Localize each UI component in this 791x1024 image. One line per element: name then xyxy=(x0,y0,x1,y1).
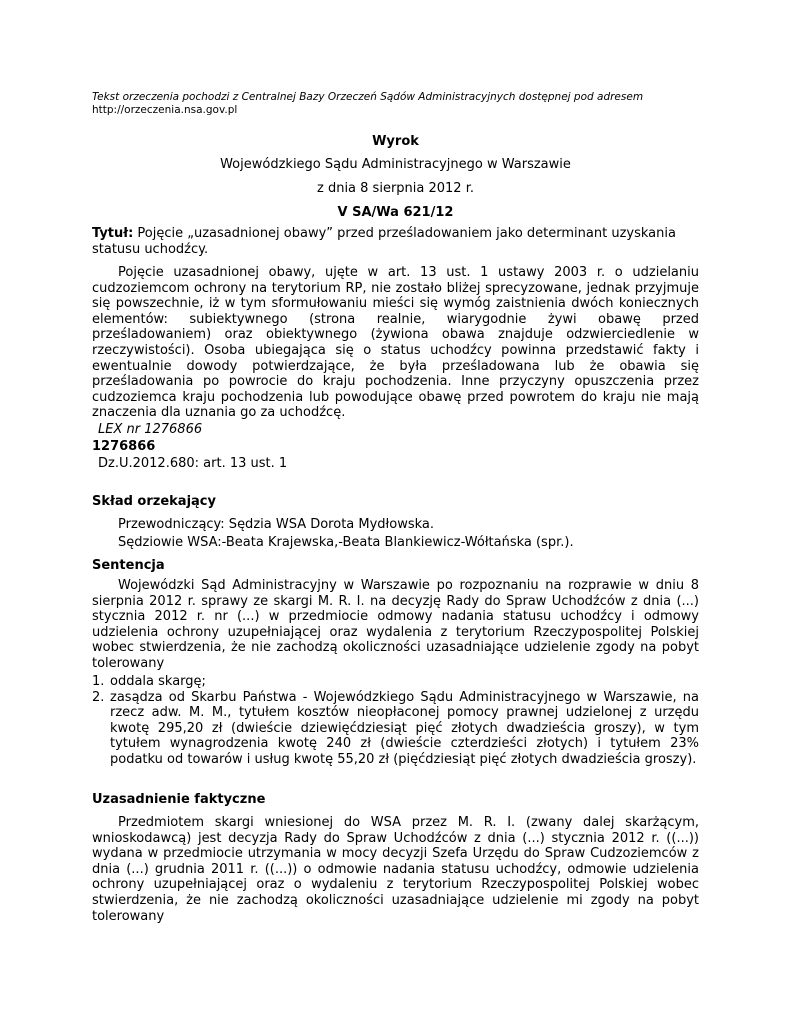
list-item xyxy=(92,674,699,690)
source-url: http://orzeczenia.nsa.gov.pl xyxy=(92,104,238,116)
judgment-date: z dnia 8 sierpnia 2012 r. xyxy=(317,181,474,196)
panel-chair: Przewodniczący: Sędzia WSA Dorota Mydłowska. xyxy=(118,517,435,532)
source-note xyxy=(92,91,712,117)
thesis-paragraph: Pojęcie uzasadnionej obawy, ujęte w art. 13 ust. 1 ustawy 2003 r. o udzielaniu cudzoziemcom ochrony na terytorium RP, nie zostało bliżej sprecyzowane, jednak przyjmuje się powszechnie, iż w tym sformułowaniu mieści się wymóg zaistnienia dwóch koniecznych elementów: subiektywnego (strona realnie, wiarygodnie żywi obawę przed prześladowaniem) oraz obiektywnego (żywiona obawa znajduje odzwierciedlenie w rzeczywistości). Osoba ubiegająca się o status uchodźcy powinna przedstawić fakty i ewentualnie dowody potwierdzające, że była prześladowana lub że obawia się prześladowania po powrocie do kraju pochodzenia. Inne przyczyny opuszczenia przez cudzoziemca kraju pochodzenia lub powodujące obawę przed powrotem do kraju nie mają znaczenia dla uznania go za uchodźcę. xyxy=(92,265,699,421)
legal-basis: Dz.U.2012.680: art. 13 ust. 1 xyxy=(98,456,288,471)
title-line xyxy=(92,226,699,257)
source-note-text: Tekst orzeczenia pochodzi z Centralnej Bazy Orzeczeń Sądów Administracyjnych dostępnej pod adresem xyxy=(92,91,644,103)
lex-reference: LEX nr 1276866 xyxy=(98,422,203,437)
list-item-text: oddala skargę; xyxy=(110,674,206,689)
list-item-text: zasądza od Skarbu Państwa - Wojewódzkiego Sądu Administracyjnego w Warszawie, na rzecz adw. M. M., tytułem kosztów nieopłaconej pomocy prawnej udzielonej z urzędu kwotę 295,20 zł (dwieście dziewięćdziesiąt pięć złotych dwadzieścia groszy), w tym tytułem wynagrodzenia kwotę 240 zł (dwieście czterdzieści złotych) i tytułem 23% podatku od towarów i usług kwotę 55,20 zł (pięćdziesiąt pięć złotych dwadzieścia groszy). xyxy=(110,689,699,767)
list-item xyxy=(92,690,699,768)
doc-type: Wyrok xyxy=(372,134,419,149)
panel-judges: Sędziowie WSA:-Beata Krajewska,-Beata Blankiewicz-Wółtańska (spr.). xyxy=(118,535,574,550)
list-item-number: 1. xyxy=(92,674,105,689)
panel-heading: Skład orzekający xyxy=(92,494,216,509)
court-name: Wojewódzkiego Sądu Administracyjnego w Warszawie xyxy=(220,157,571,172)
lex-number: 1276866 xyxy=(92,439,156,454)
sentence-paragraph: Wojewódzki Sąd Administracyjny w Warszawie po rozpoznaniu na rozprawie w dniu 8 sierpnia 2012 r. sprawy ze skargi M. R. I. na decyzję Rady do Spraw Uchodźców z dnia (...) stycznia 2012 r. nr (...) w przedmiocie odmowy nadania statusu uchodźcy i odmowy udzielenia ochrony uzupełniającej oraz wydalenia z terytorium Rzeczypospolitej Polskiej wobec stwierdzenia, że nie zachodzą okoliczności uzasadniające udzielenie zgody na pobyt tolerowany xyxy=(92,578,699,671)
facts-heading: Uzasadnienie faktyczne xyxy=(92,792,266,807)
title-label: Tytuł: xyxy=(92,226,134,241)
list-item-number: 2. xyxy=(92,689,105,705)
title-text: Pojęcie „uzasadnionej obawy” przed prześladowaniem jako determinant uzyskania statusu uchodźcy. xyxy=(92,226,676,257)
rulings-list xyxy=(92,674,699,768)
facts-paragraph: Przedmiotem skargi wniesionej do WSA przez M. R. I. (zwany dalej skarżącym, wnioskodawcą) jest decyzja Rady do Spraw Uchodźców z dnia (...) stycznia 2012 r. ((...)) wydana w przedmiocie utrzymania w mocy decyzji Szefa Urzędu do Spraw Cudzoziemców z dnia (...) grudnia 2011 r. ((...)) o odmowie nadania statusu uchodźcy, odmowie udzielenia ochrony uzupełniającej oraz o wydaleniu z terytorium Rzeczypospolitej Polskiej wobec stwierdzenia, że nie zachodzą okoliczności uzasadniające udzielenie mi zgody na pobyt tolerowany xyxy=(92,815,699,924)
case-signature: V SA/Wa 621/12 xyxy=(337,205,454,220)
sentence-heading: Sentencja xyxy=(92,558,165,573)
